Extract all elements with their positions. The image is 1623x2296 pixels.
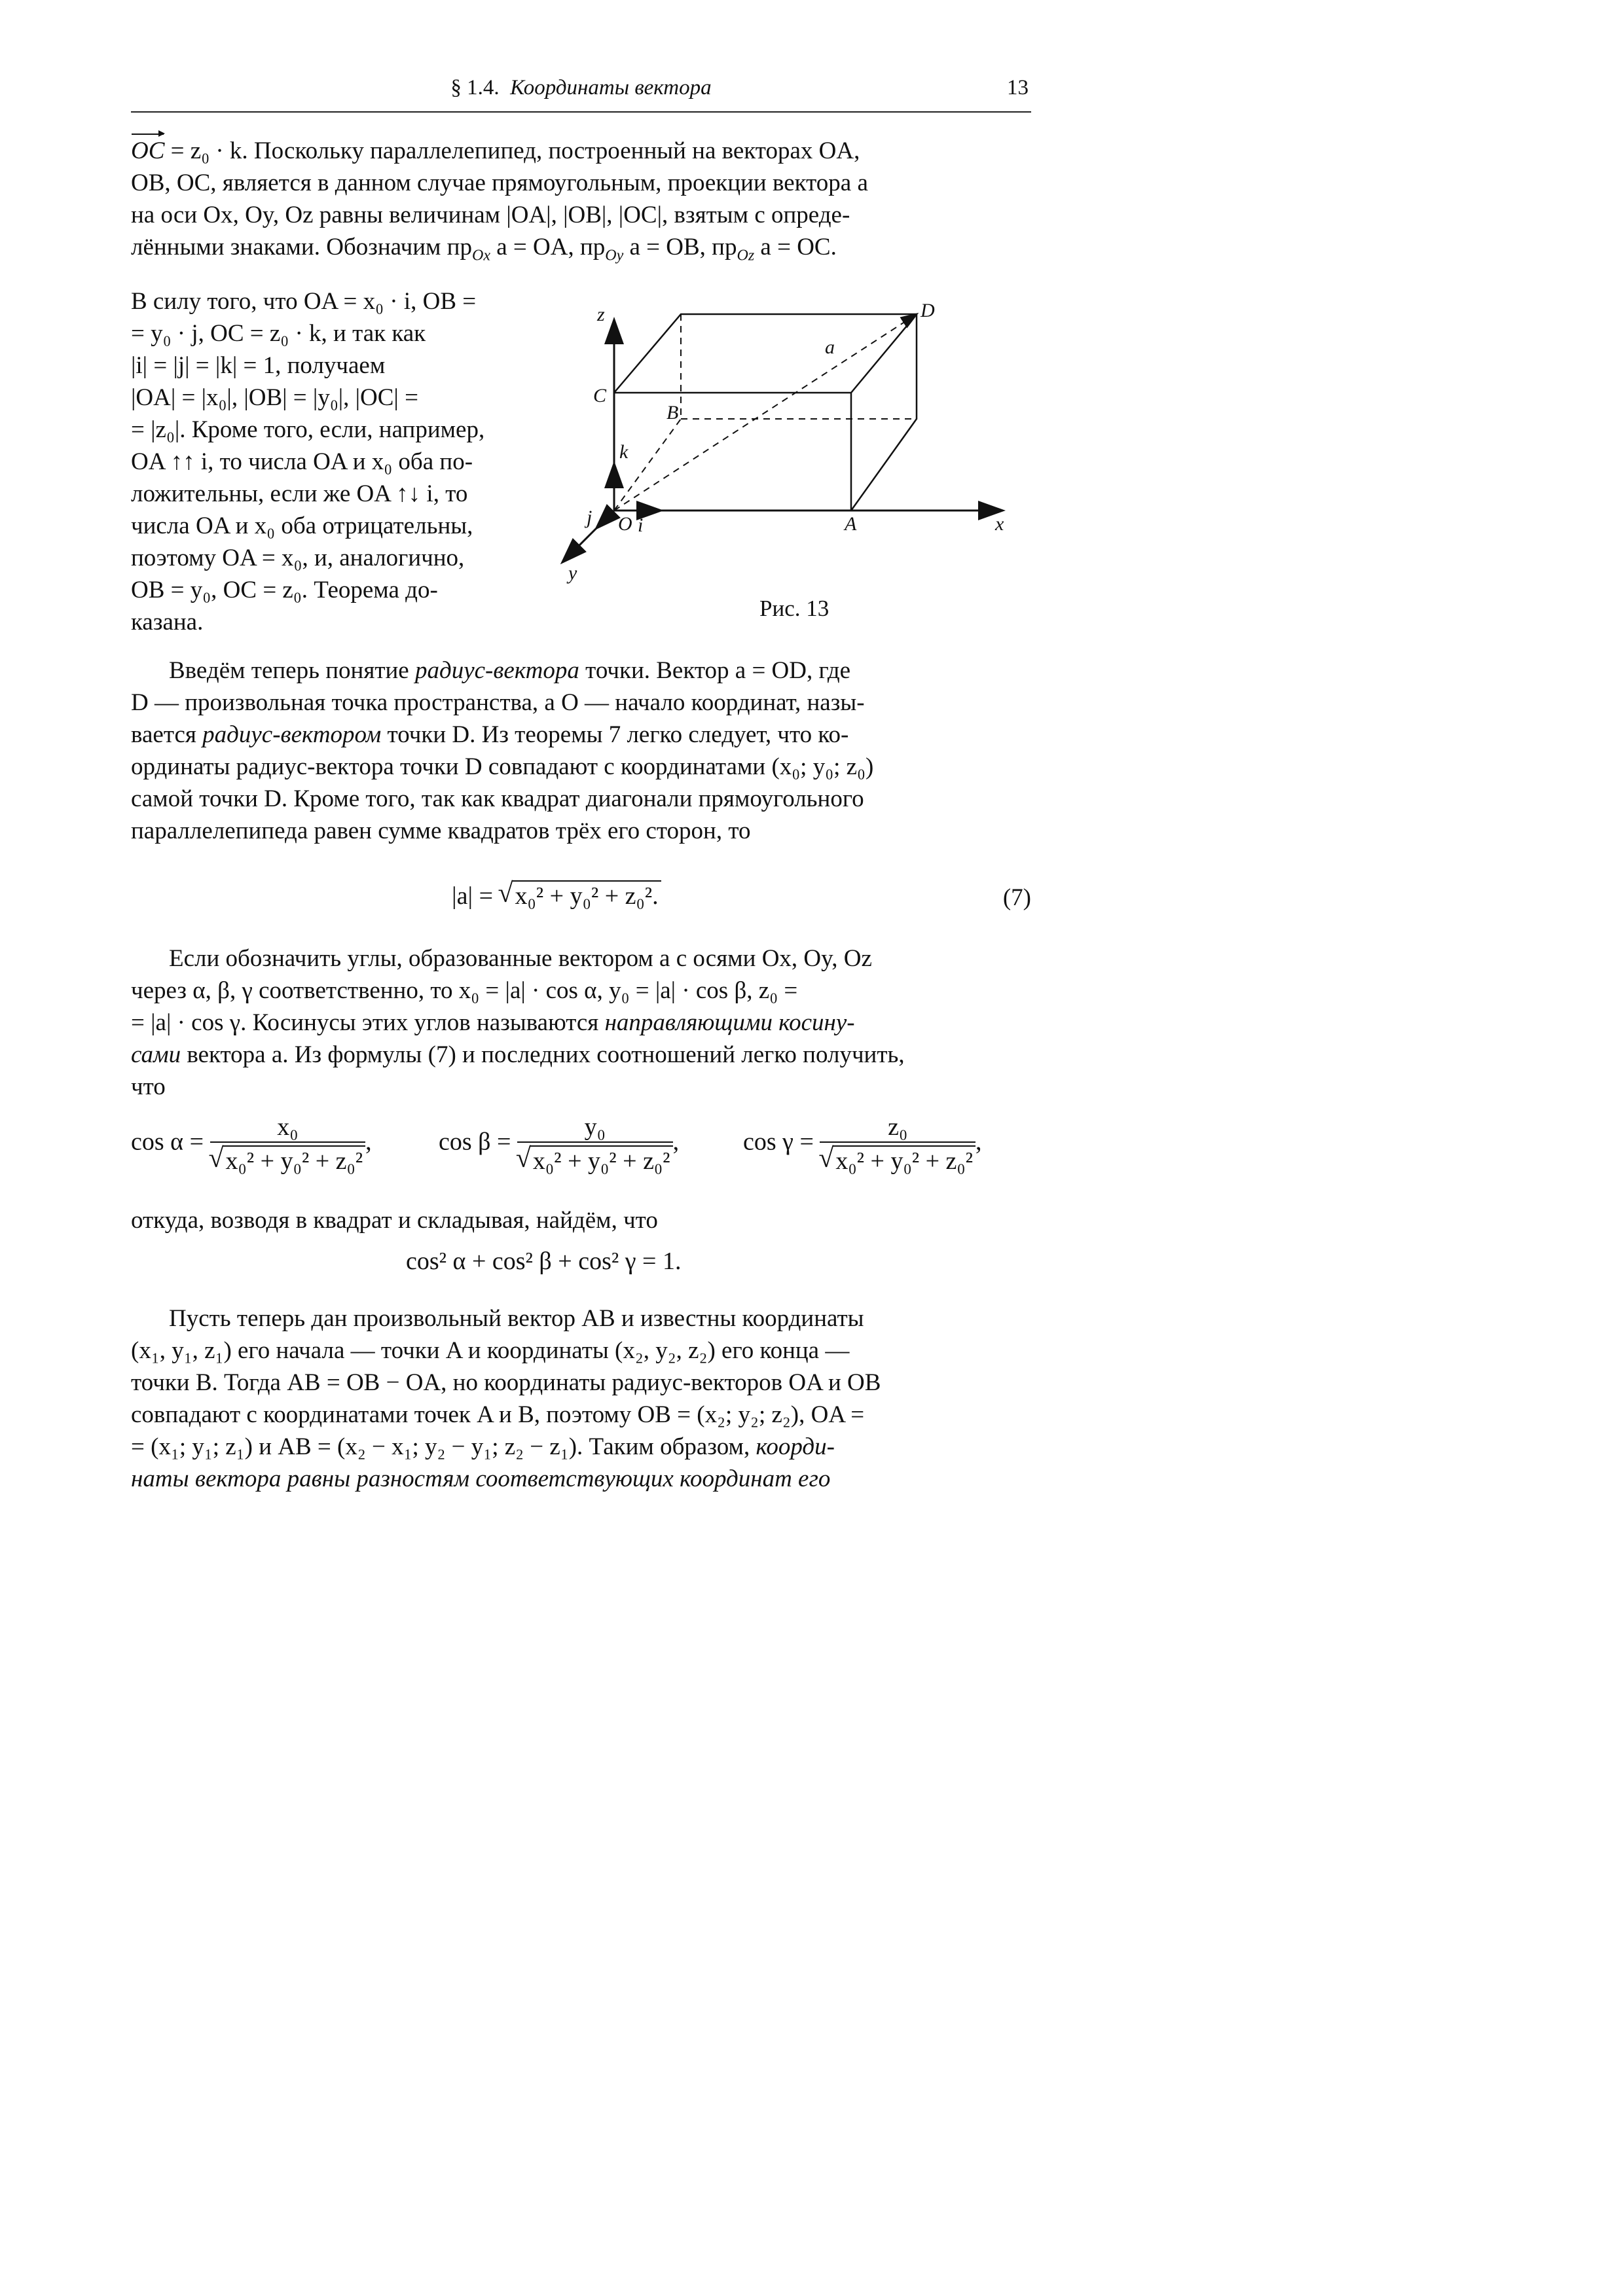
- vector-oc: OC: [131, 131, 164, 167]
- label-a: A: [845, 513, 857, 535]
- text-line: = |z₀|. Кроме того, если, например,: [131, 416, 485, 443]
- text-line: OC = z₀ · k. Поскольку параллелепипед, построенный на векторах OA,: [131, 131, 1031, 167]
- text-line: |i| = |j| = |k| = 1, получаем: [131, 352, 386, 379]
- text-line: Пусть теперь дан произвольный вектор AB и известны координаты: [169, 1305, 864, 1332]
- text-line: = y₀ · j, OC = z₀ · k, и так как: [131, 320, 426, 347]
- text-line: поэтому OA = x₀, и, аналогично,: [131, 545, 465, 571]
- section-number: § 1.4.: [450, 76, 500, 99]
- label-z: z: [597, 304, 605, 325]
- label-vec-k: k: [619, 441, 629, 463]
- text-line: OB, OC, является в данном случае прямоугольным, проекции вектора a: [131, 170, 868, 196]
- cos-alpha-formula: cos α = x₀ √ x₀² + y₀² + z₀² ,: [131, 1113, 372, 1175]
- unit-vector-j: [597, 511, 614, 528]
- header-title: [131, 76, 1031, 100]
- text-line: ординаты радиус-вектора точки D совпадают с координатами (x₀; y₀; z₀): [131, 753, 874, 780]
- paragraph-5: [131, 1302, 1031, 1495]
- text-line: откуда, возводя в квадрат и складывая, найдём, что: [131, 1207, 658, 1234]
- text-line: казана.: [131, 609, 204, 636]
- label-d: D: [921, 300, 935, 321]
- figure-caption: Рис. 13: [759, 596, 830, 621]
- text-line: параллелепипеда равен сумме квадратов трёх его сторон, то: [131, 817, 751, 844]
- cos-gamma-formula: cos γ = z₀ √ x₀² + y₀² + z₀² ,: [743, 1113, 982, 1175]
- equation-number: (7): [1002, 884, 1031, 911]
- text-line: OB = y₀, OC = z₀. Теорема до-: [131, 577, 438, 603]
- text-line: D — произвольная точка пространства, а O — начало координат, назы-: [131, 689, 865, 716]
- text-line: самой точки D. Кроме того, так как квадрат диагонали прямоугольного: [131, 785, 864, 812]
- label-b: B: [666, 402, 679, 423]
- text-line: вается радиус-вектором точки D. Из теоремы 7 легко следует, что ко-: [131, 721, 849, 748]
- paragraph-3: [131, 942, 1031, 1103]
- box-edge-top-right: [851, 314, 917, 393]
- text-line: совпадают с координатами точек A и B, поэтому OB = (x₂; y₂; z₂), OA =: [131, 1401, 865, 1428]
- label-x: x: [995, 513, 1004, 535]
- text-line: наты вектора равны разностям соответствующих координат его: [131, 1465, 831, 1492]
- text-line: Если обозначить углы, образованные вектором a с осями Ox, Oy, Oz: [169, 945, 872, 972]
- running-header: [131, 72, 1031, 113]
- section-title: Координаты вектора: [510, 76, 712, 99]
- text-line: на оси Ox, Oy, Oz равны величинам |OA|, |OB|, |OC|, взятым с опреде-: [131, 202, 850, 228]
- text-line: (x₁, y₁, z₁) его начала — точки A и координаты (x₂, y₂, z₂) его конца —: [131, 1337, 850, 1364]
- page-number: 13: [1007, 76, 1029, 99]
- text-line: лёнными знаками. Обозначим $пр_{Ox}$ a = OA, $пр_{Oy}$ a = OB, $пр_{Oz}$ a = OC.: [131, 234, 837, 264]
- text-line: = (x₁; y₁; z₁) и AB = (x₂ − x₁; y₂ − y₁; z₂ − z₁). Таким образом, коорди-: [131, 1433, 835, 1460]
- text-line: |OA| = |x₀|, |OB| = |y₀|, |OC| =: [131, 384, 418, 411]
- paragraph-4: [131, 1204, 1031, 1236]
- equation-7: |a| = √ x₀² + y₀² + z₀².: [452, 880, 661, 910]
- text-line: числа OA и x₀ оба отрицательны,: [131, 512, 473, 539]
- box-hidden-edge: [614, 419, 681, 511]
- paragraph-1: [131, 131, 1031, 272]
- label-vec-j: j: [587, 507, 593, 528]
- label-y: y: [568, 562, 577, 584]
- text-line: ложительны, если же OA ↑↓ i, то: [131, 480, 468, 507]
- label-vec-a: a: [825, 336, 835, 358]
- label-vec-i: i: [638, 514, 644, 536]
- text-line: сами вектора a. Из формулы (7) и последних соотношений легко получить,: [131, 1041, 905, 1068]
- paragraph-2: [131, 655, 1031, 847]
- cos-sum-formula: cos² α + cos² β + cos² γ = 1.: [406, 1247, 682, 1275]
- text-line: точки B. Тогда AB = OB − OA, но координаты радиус-векторов OA и OB: [131, 1369, 881, 1396]
- parallelepiped-figure: [568, 300, 1028, 641]
- label-c: C: [593, 385, 607, 406]
- text-line: В силу того, что OA = x₀ · i, OB =: [131, 288, 477, 315]
- label-o: O: [618, 513, 632, 535]
- cos-beta-formula: cos β = y₀ √ x₀² + y₀² + z₀² ,: [439, 1113, 679, 1175]
- text-line: Введём теперь понятие радиус-вектора точки. Вектор a = OD, где: [169, 657, 851, 684]
- float-text: [131, 285, 556, 638]
- text-line: через α, β, γ соответственно, то x₀ = |a| · cos α, y₀ = |a| · cos β, z₀ =: [131, 977, 798, 1004]
- text-line: OA ↑↑ i, то числа OA и x₀ оба по-: [131, 448, 473, 475]
- text-line: = |a| · cos γ. Косинусы этих углов называются направляющими косину-: [131, 1009, 855, 1036]
- text-line: что: [131, 1073, 166, 1100]
